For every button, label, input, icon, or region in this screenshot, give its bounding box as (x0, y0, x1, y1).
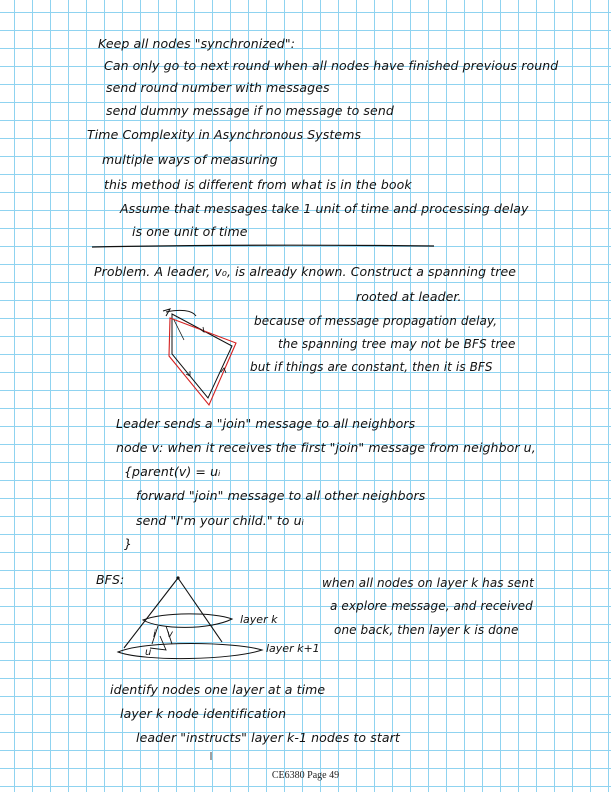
note-line-node-v: node v: when it receives the first "join" message from neighbor u, (116, 440, 536, 455)
note-line-propagation-delay: because of message propagation delay, (254, 314, 498, 328)
spanning-tree-sketch (163, 309, 236, 405)
layer-k1-ring (118, 644, 262, 659)
bfs-cone-sketch (118, 576, 320, 658)
note-line-sync-rule: Can only go to next round when all nodes have finished previous round (104, 58, 559, 73)
label-layer-k: layer k (240, 613, 278, 626)
tree-outline (172, 314, 232, 398)
note-line-dummy-message: send dummy message if no message to send (106, 103, 394, 118)
layer-k-ring (143, 614, 232, 628)
note-line-time-complexity: Time Complexity in Asynchronous Systems (87, 127, 362, 142)
note-line-close-brace: } (124, 536, 133, 551)
label-layer-k1: layer k+1 (266, 642, 320, 655)
label-i: i (153, 629, 156, 640)
note-line-send-child: send "I'm your child." to uᵢ (136, 513, 304, 528)
start-arrow-curve (166, 310, 196, 316)
note-line-identify-layers: identify nodes one layer at a time (110, 682, 326, 697)
cone-right-edge (178, 578, 222, 642)
note-line-layer-k-identification: layer k node identification (120, 706, 287, 721)
note-line-constant-bfs: but if things are constant, then it is BFS (250, 360, 493, 374)
note-line-leader-instructs: leader "instructs" layer k-1 nodes to start (136, 730, 400, 745)
note-line-assume: Assume that messages take 1 unit of time and processing delay (120, 201, 529, 216)
note-line-different-method: this method is different from what is in the book (104, 177, 412, 192)
note-line-unit-of-time: is one unit of time (132, 224, 248, 239)
note-line-sync-heading: Keep all nodes "synchronized": (98, 36, 296, 51)
page-footer: CE6380 Page 49 (271, 770, 340, 781)
note-line-round-number: send round number with messages (106, 80, 330, 95)
label-u: u (145, 647, 152, 658)
note-line-rooted: rooted at leader. (356, 289, 462, 304)
label-v: v (167, 629, 173, 640)
arrowhead (163, 309, 170, 316)
note-line-explore-message: a explore message, and received (330, 599, 533, 613)
note-line-parent: {parent(v) = uᵢ (124, 464, 221, 479)
note-line-forward: forward "join" message to all other neighbors (136, 488, 426, 503)
note-line-not-bfs: the spanning tree may not be BFS tree (278, 337, 516, 351)
note-line-leader-join: Leader sends a "join" message to all neighbors (116, 416, 416, 431)
note-line-multiple-ways: multiple ways of measuring (102, 152, 278, 167)
note-line-problem: Problem. A leader, v₀, is already known. Construct a spanning tree (94, 264, 517, 279)
note-line-bfs: BFS: (96, 572, 125, 587)
note-line-layer-done: one back, then layer k is done (334, 623, 519, 637)
section-divider (92, 245, 434, 247)
note-line-layer-k-sent: when all nodes on layer k has sent (322, 576, 534, 590)
